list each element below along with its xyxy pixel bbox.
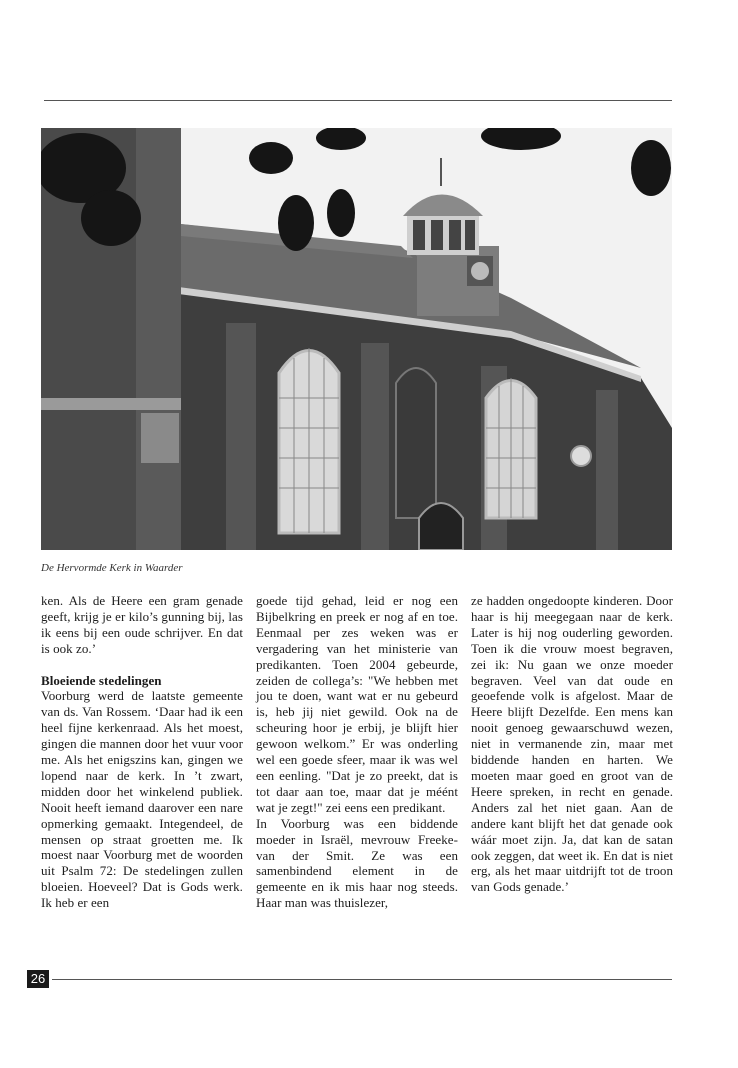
photo-caption: De Hervormde Kerk in Waarder [41,562,183,574]
paragraph: Voorburg werd de laatste gemeente van ds. Van Rossem. ‘Daar had ik een heel fijne kerkenraad. Als het moest, gingen die mannen door het vuur voor me. Als het enigszins kan, gingen we lopend naar de kerk. In ’t zwart, midden door het winkelend publiek. Nooit heeft iemand daarover een nare opmerking gemaakt. Integendeel, de mensen op straat groetten me. Ik moest naar Voorburg met de woorden uit Psalm 72: De stedelingen zullen bloeien. Hoeveel? Dat is Gods werk. Ik heb er een [41,688,243,911]
text-column-2 [256,593,458,911]
paragraph: ken. Als de Heere een gram genade geeft, krijg je er kilo’s gunning bij, las ik eens bij een oude schrijver. En dat is ook zo.’ [41,593,243,656]
text-column-3 [471,593,673,895]
section-heading: Bloeiende stedelingen [41,672,162,688]
paragraph: ze hadden ongedoopte kinderen. Door haar is hij meegegaan naar de kerk. Later is hij nog ouderling geworden. Toen ik die vrouw moest begraven, zei ik: Nu gaan we onze moeder begraven. Veel van dat oude en geoefende volk is afgelost. Maar de Heere blijft Dezelfde. Een mens kan nooit genoeg gewaarschuwd wezen, niet in vermanende zin, maar met biddende handen en harten. We moeten maar goed en groot van de Heere spreken, in recht en genade. Anders zal het niet gaan. Aan de andere kant blijft het dat genade ook wáár moet zijn. Ja, dat kan de satan ook zeggen, dat weet ik. En dat is niet erg, als het maar uitdrijft tot de troon van Gods genade.’ [471,593,673,895]
top-rule [44,100,672,101]
paragraph: goede tijd gehad, leid er nog een Bijbelkring en preek er nog af en toe. Eenmaal per zes weken was er vergadering van het ministerie van predikanten. Toen 2004 gebeurde, zeiden de collega’s: "We hebben met jou te doen, want wat er nu gebeurd is, heb jij niet gewild. Ook na de scheuring hoor je erbij, je blijft hier gewoon welkom.” Er was onderling wel een goede sfeer, maar ik was wel een eenling. "Dat je zo preekt, dat is tot daar aan toe, maar dat je méént wat je zegt!" zei eens een predikant. [256,593,458,815]
paragraph: In Voorburg was een biddende moeder in Israël, mevrouw Freeke-van der Smit. Ze was een samenbindend element in de gemeente en ik mis haar nog steeds. Haar man was thuislezer, [256,815,458,911]
church-photo [41,128,672,550]
church-photo-graphic [41,128,672,550]
text-column-1 [41,593,243,911]
bottom-rule [52,979,672,980]
page-number: 26 [27,970,49,988]
